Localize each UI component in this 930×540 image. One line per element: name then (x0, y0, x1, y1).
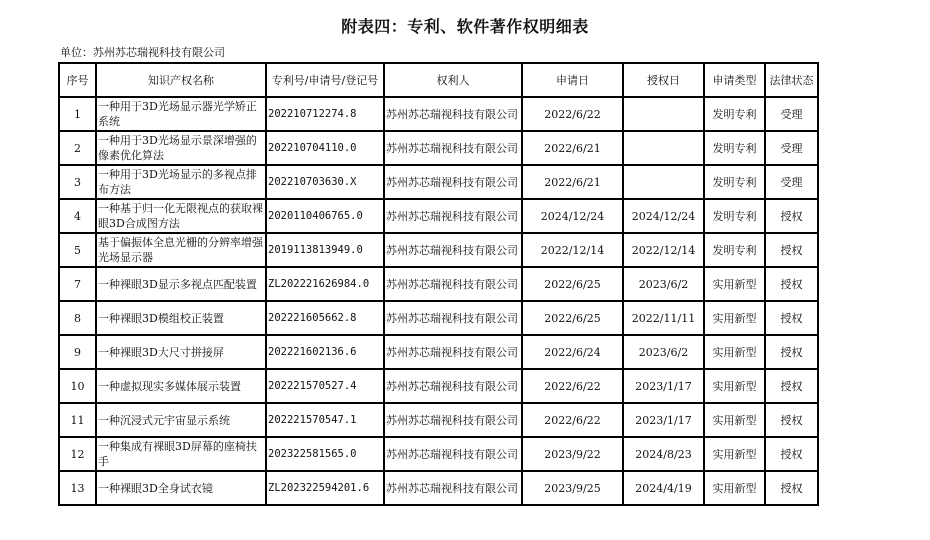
header-apply-date: 申请日 (522, 63, 623, 97)
table-row (59, 97, 818, 131)
cell-grant-date: 2023/6/2 (623, 335, 704, 369)
cell-no: 3 (59, 165, 96, 199)
cell-type: 发明专利 (704, 131, 765, 165)
table-row (59, 335, 818, 369)
cell-apply-date: 2022/12/14 (522, 233, 623, 267)
cell-grant-date: 2023/1/17 (623, 369, 704, 403)
cell-name: 基于偏振体全息光栅的分辨率增强光场显示器 (96, 233, 266, 267)
cell-name: 一种裸眼3D显示多视点匹配装置 (96, 267, 266, 301)
cell-apply-date: 2022/6/22 (522, 403, 623, 437)
cell-apply-date: 2022/6/25 (522, 301, 623, 335)
cell-owner: 苏州苏芯瑞视科技有限公司 (384, 131, 522, 165)
table-header-row (59, 63, 818, 97)
cell-name: 一种用于3D光场显示器光学矫正系统 (96, 97, 266, 131)
cell-no: 9 (59, 335, 96, 369)
cell-apply-date: 2022/6/21 (522, 165, 623, 199)
table-row (59, 131, 818, 165)
cell-type: 实用新型 (704, 335, 765, 369)
cell-type: 实用新型 (704, 267, 765, 301)
cell-number: 202221602136.6 (266, 335, 384, 369)
cell-owner: 苏州苏芯瑞视科技有限公司 (384, 165, 522, 199)
cell-grant-date: 2024/12/24 (623, 199, 704, 233)
cell-apply-date: 2022/6/25 (522, 267, 623, 301)
cell-apply-date: 2023/9/22 (522, 437, 623, 471)
table-row (59, 403, 818, 437)
cell-no: 4 (59, 199, 96, 233)
cell-owner: 苏州苏芯瑞视科技有限公司 (384, 369, 522, 403)
cell-number: 202210712274.8 (266, 97, 384, 131)
cell-name: 一种虚拟现实多媒体展示装置 (96, 369, 266, 403)
cell-name: 一种裸眼3D全身试衣镜 (96, 471, 266, 505)
cell-number: 2020110406765.0 (266, 199, 384, 233)
cell-no: 13 (59, 471, 96, 505)
cell-type: 实用新型 (704, 437, 765, 471)
cell-number: 202221570527.4 (266, 369, 384, 403)
cell-name: 一种裸眼3D大尺寸拼接屏 (96, 335, 266, 369)
cell-type: 实用新型 (704, 403, 765, 437)
cell-apply-date: 2022/6/24 (522, 335, 623, 369)
cell-status: 授权 (765, 471, 818, 505)
cell-name: 一种沉浸式元宇宙显示系统 (96, 403, 266, 437)
table-row (59, 267, 818, 301)
cell-apply-date: 2022/6/21 (522, 131, 623, 165)
cell-status: 授权 (765, 369, 818, 403)
header-no: 序号 (59, 63, 96, 97)
header-owner: 权利人 (384, 63, 522, 97)
header-number: 专利号/申请号/登记号 (266, 63, 384, 97)
ip-detail-table (58, 62, 819, 506)
cell-status: 授权 (765, 437, 818, 471)
cell-grant-date: 2022/12/14 (623, 233, 704, 267)
cell-name: 一种裸眼3D模组校正装置 (96, 301, 266, 335)
cell-grant-date: 2023/1/17 (623, 403, 704, 437)
cell-number: 202322581565.0 (266, 437, 384, 471)
cell-grant-date (623, 165, 704, 199)
cell-no: 7 (59, 267, 96, 301)
cell-status: 受理 (765, 131, 818, 165)
cell-type: 发明专利 (704, 199, 765, 233)
table-row (59, 301, 818, 335)
cell-grant-date (623, 97, 704, 131)
cell-no: 1 (59, 97, 96, 131)
cell-number: ZL202221626984.0 (266, 267, 384, 301)
cell-owner: 苏州苏芯瑞视科技有限公司 (384, 471, 522, 505)
cell-apply-date: 2022/6/22 (522, 369, 623, 403)
header-grant-date: 授权日 (623, 63, 704, 97)
cell-number: 202221570547.1 (266, 403, 384, 437)
unit-label: 单位：苏州苏芯瑞视科技有限公司 (60, 46, 225, 59)
cell-number: 2019113813949.0 (266, 233, 384, 267)
table-row (59, 199, 818, 233)
cell-no: 2 (59, 131, 96, 165)
cell-type: 发明专利 (704, 233, 765, 267)
cell-no: 8 (59, 301, 96, 335)
document-title: 附表四：专利、软件著作权明细表 (341, 17, 589, 36)
cell-name: 一种基于归一化无限视点的获取裸眼3D合成图方法 (96, 199, 266, 233)
cell-type: 发明专利 (704, 165, 765, 199)
cell-owner: 苏州苏芯瑞视科技有限公司 (384, 301, 522, 335)
header-type: 申请类型 (704, 63, 765, 97)
cell-owner: 苏州苏芯瑞视科技有限公司 (384, 403, 522, 437)
cell-name: 一种集成有裸眼3D屏幕的座椅扶手 (96, 437, 266, 471)
cell-no: 5 (59, 233, 96, 267)
header-status: 法律状态 (765, 63, 818, 97)
header-name: 知识产权名称 (96, 63, 266, 97)
cell-grant-date: 2023/6/2 (623, 267, 704, 301)
cell-grant-date: 2024/4/19 (623, 471, 704, 505)
cell-status: 授权 (765, 335, 818, 369)
cell-no: 11 (59, 403, 96, 437)
cell-number: 202210704110.0 (266, 131, 384, 165)
cell-status: 受理 (765, 97, 818, 131)
cell-owner: 苏州苏芯瑞视科技有限公司 (384, 437, 522, 471)
cell-grant-date: 2022/11/11 (623, 301, 704, 335)
cell-owner: 苏州苏芯瑞视科技有限公司 (384, 199, 522, 233)
cell-apply-date: 2024/12/24 (522, 199, 623, 233)
cell-owner: 苏州苏芯瑞视科技有限公司 (384, 267, 522, 301)
cell-status: 授权 (765, 301, 818, 335)
table-row (59, 437, 818, 471)
cell-type: 实用新型 (704, 301, 765, 335)
table-row (59, 233, 818, 267)
cell-type: 实用新型 (704, 471, 765, 505)
cell-name: 一种用于3D光场显示景深增强的像素优化算法 (96, 131, 266, 165)
cell-number: ZL202322594201.6 (266, 471, 384, 505)
cell-grant-date: 2024/8/23 (623, 437, 704, 471)
cell-status: 受理 (765, 165, 818, 199)
table-row (59, 369, 818, 403)
cell-apply-date: 2023/9/25 (522, 471, 623, 505)
cell-owner: 苏州苏芯瑞视科技有限公司 (384, 335, 522, 369)
cell-apply-date: 2022/6/22 (522, 97, 623, 131)
cell-grant-date (623, 131, 704, 165)
cell-no: 10 (59, 369, 96, 403)
cell-type: 发明专利 (704, 97, 765, 131)
cell-number: 202221605662.8 (266, 301, 384, 335)
cell-status: 授权 (765, 403, 818, 437)
cell-status: 授权 (765, 233, 818, 267)
cell-number: 202210703630.X (266, 165, 384, 199)
cell-status: 授权 (765, 199, 818, 233)
table-row (59, 165, 818, 199)
cell-owner: 苏州苏芯瑞视科技有限公司 (384, 233, 522, 267)
cell-status: 授权 (765, 267, 818, 301)
cell-no: 12 (59, 437, 96, 471)
cell-type: 实用新型 (704, 369, 765, 403)
table-row (59, 471, 818, 505)
cell-name: 一种用于3D光场显示的多视点排布方法 (96, 165, 266, 199)
cell-owner: 苏州苏芯瑞视科技有限公司 (384, 97, 522, 131)
